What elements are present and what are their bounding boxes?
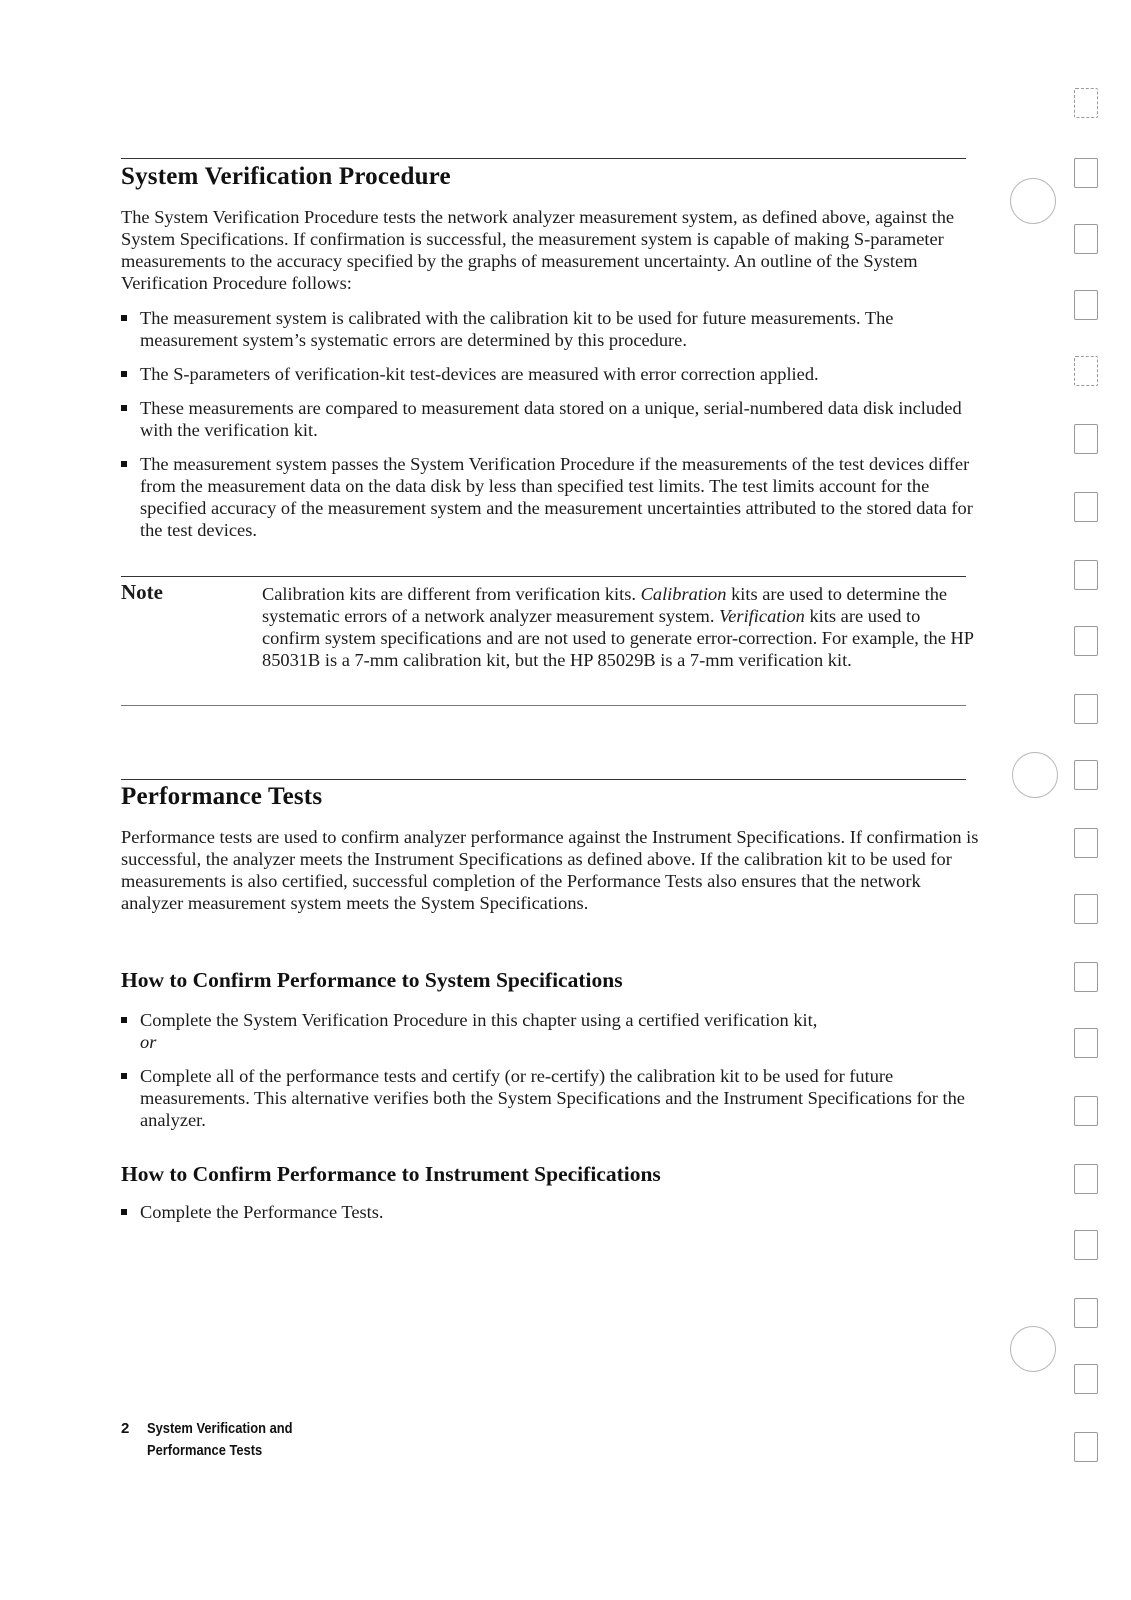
margin-tab-mark [1074, 760, 1098, 790]
margin-tab-mark [1074, 356, 1098, 386]
section-title-performance-tests: Performance Tests [121, 783, 323, 810]
section-intro-system-verification: The System Verification Procedure tests the network analyzer measurement system, as defined above, against the System Specifications. If confirmation is successful, the measurement system is capable of making S-parameter measurements to the accuracy specified by the graphs of measurement uncertainty. An outline of the System Verification Procedure follows: [121, 207, 955, 293]
list-item-text: Complete all of the performance tests and certify (or re-certify) the calibration kit to be used for future measurements. This alternative verifies both the System Specifications and the Instrument Specifications for the analyzer. [140, 1066, 965, 1130]
list-item [121, 1065, 981, 1131]
note-text-part: kits are used to determine the systematic errors of a network analyzer measurement system. [262, 584, 948, 626]
note-label: Note [121, 580, 163, 604]
note-text-part: Calibration kits are different from verification kits. [262, 584, 636, 604]
bullet-icon [121, 315, 127, 321]
instrument-specs-list [121, 1201, 981, 1235]
chapter-title-line: System Verification and [147, 1420, 293, 1437]
list-item-text: The S-parameters of verification-kit test-devices are measured with error correction applied. [140, 364, 819, 384]
system-specs-list [121, 1009, 981, 1143]
section-intro-performance-tests: Performance tests are used to confirm analyzer performance against the Instrument Specifications. If confirmation is successful, the analyzer meets the Instrument Specifications as defined above. If the calibration kit to be used for measurements is also certified, successful completion of the Performance Tests also ensures that the network analyzer measurement system meets the System Specifications. [121, 827, 979, 913]
list-item [121, 453, 981, 541]
margin-tab-mark [1074, 1028, 1098, 1058]
margin-tab-mark [1074, 828, 1098, 858]
bullet-icon [121, 1209, 127, 1215]
margin-tab-mark [1074, 1298, 1098, 1328]
bullet-icon [121, 1073, 127, 1079]
margin-tab-mark [1074, 88, 1098, 118]
list-item [121, 397, 981, 441]
margin-tab-mark [1074, 290, 1098, 320]
margin-tab-mark [1074, 424, 1098, 454]
margin-tab-mark [1074, 1164, 1098, 1194]
chapter-title-line: Performance Tests [147, 1442, 263, 1459]
margin-tab-mark [1074, 1364, 1098, 1394]
list-item-text: Complete the System Verification Procedure in this chapter using a certified verification kit, [140, 1010, 818, 1030]
binder-hole-mark [1012, 752, 1058, 798]
chapter-title [147, 1418, 293, 1462]
note-text [262, 583, 977, 671]
bullet-icon [121, 1017, 127, 1023]
margin-tab-mark [1074, 492, 1098, 522]
bullet-icon [121, 461, 127, 467]
binder-hole-mark [1010, 1326, 1056, 1372]
binder-hole-mark [1010, 178, 1056, 224]
margin-tab-mark [1074, 962, 1098, 992]
bullet-icon [121, 371, 127, 377]
list-item-or: or [140, 1032, 157, 1052]
subsection-title-instrument-specs: How to Confirm Performance to Instrument Specifications [121, 1162, 661, 1186]
list-item-text: Complete the Performance Tests. [140, 1202, 384, 1222]
list-item [121, 1201, 981, 1223]
margin-tab-mark [1074, 894, 1098, 924]
list-item-text: The measurement system is calibrated with the calibration kit to be used for future measurements. The measurement system’s systematic errors are determined by this procedure. [140, 308, 894, 350]
list-item [121, 1009, 981, 1053]
margin-tab-mark [1074, 1432, 1098, 1462]
note-text-part: kits are used to confirm system specifications and are not used to generate error-correction. For example, the HP 85031B is a 7-mm calibration kit, but the HP 85029B is a 7-mm verification kit. [262, 606, 974, 670]
note-emphasis-verification: Verification [719, 606, 805, 626]
list-item [121, 363, 981, 385]
margin-tab-mark [1074, 224, 1098, 254]
page-number: 2 [121, 1420, 130, 1437]
margin-tab-mark [1074, 1230, 1098, 1260]
margin-tab-mark [1074, 560, 1098, 590]
subsection-title-system-specs: How to Confirm Performance to System Specifications [121, 968, 623, 992]
section-title-system-verification: System Verification Procedure [121, 163, 451, 190]
note-emphasis-calibration: Calibration [640, 584, 727, 604]
note-rule-bottom [121, 705, 966, 706]
outline-list [121, 307, 981, 553]
section-rule-top [121, 158, 966, 159]
page-footer [121, 1418, 316, 1462]
section-rule-top [121, 779, 966, 780]
margin-tab-mark [1074, 626, 1098, 656]
margin-tab-mark [1074, 158, 1098, 188]
bullet-icon [121, 405, 127, 411]
margin-tab-mark [1074, 694, 1098, 724]
list-item-text: These measurements are compared to measurement data stored on a unique, serial-numbered data disk included with the verification kit. [140, 398, 962, 440]
list-item-text: The measurement system passes the System Verification Procedure if the measurements of the test devices differ from the measurement data on the data disk by less than specified test limits. The test limits account for the specified accuracy of the measurement system and the measurement uncertainties attributed to the stored data for the test devices. [140, 454, 973, 540]
margin-tab-mark [1074, 1096, 1098, 1126]
note-rule-top [121, 576, 966, 577]
list-item [121, 307, 981, 351]
